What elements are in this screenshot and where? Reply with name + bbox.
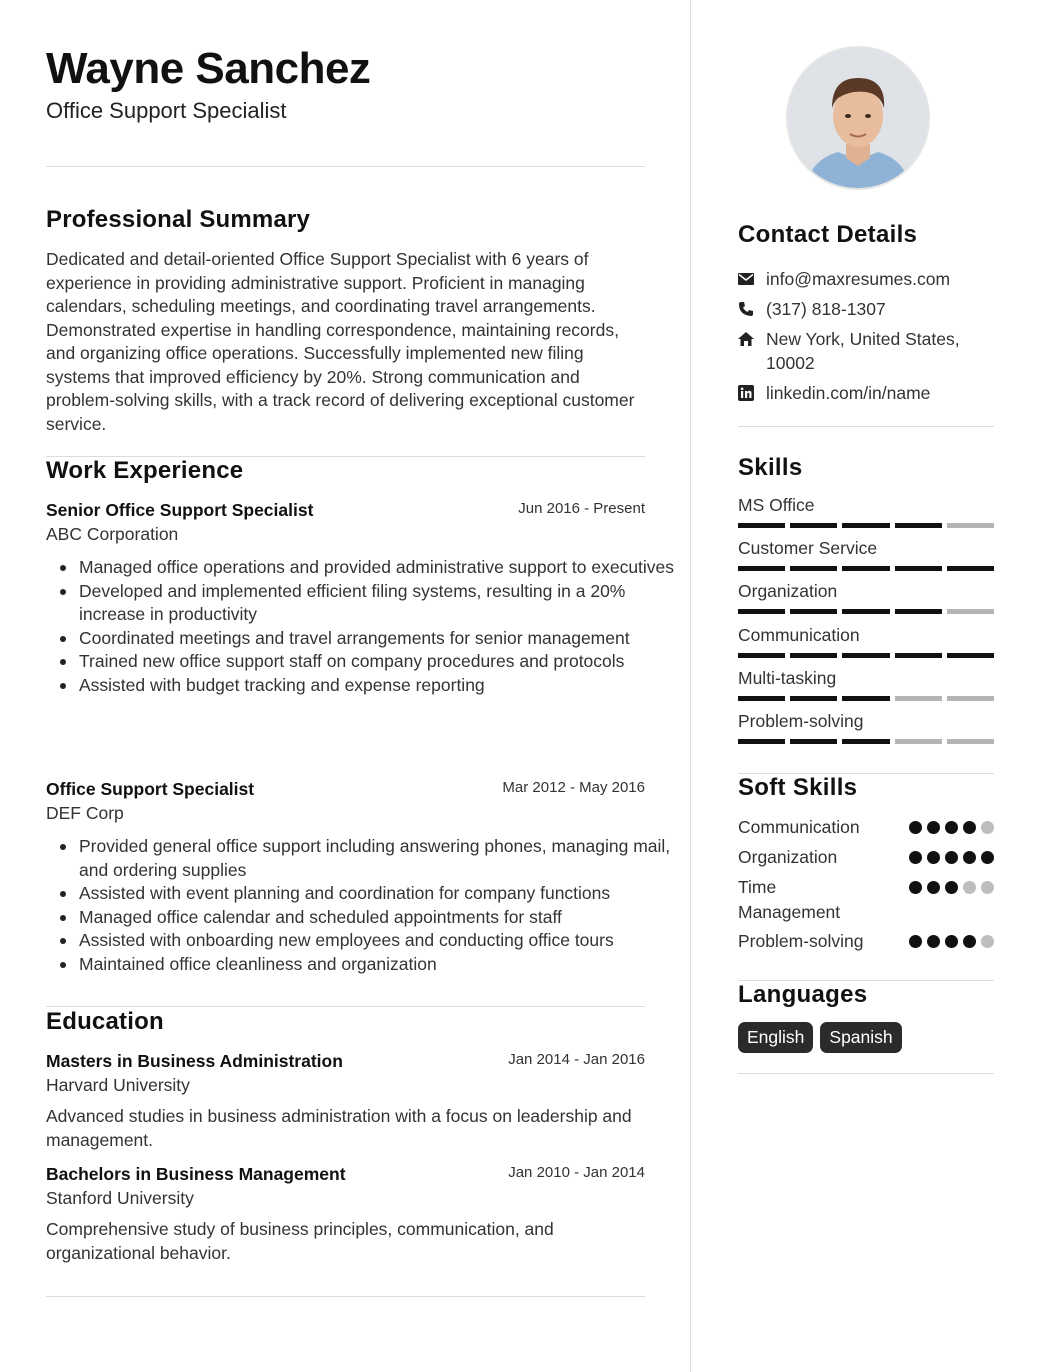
phone-icon bbox=[738, 301, 754, 317]
rating-dot-filled bbox=[981, 851, 994, 864]
job-title: Senior Office Support Specialist bbox=[46, 500, 314, 520]
job-date: Jun 2016 - Present bbox=[518, 500, 645, 517]
skill-segment-filled bbox=[738, 739, 785, 744]
skill-name: Communication bbox=[738, 625, 860, 645]
bullet-item: Developed and implemented efficient filing systems, resulting in a 20% increase in productivity bbox=[79, 580, 678, 627]
skill-name: Problem-solving bbox=[738, 711, 864, 731]
skills-heading: Skills bbox=[738, 454, 803, 481]
rating-dot-filled bbox=[963, 821, 976, 834]
divider bbox=[738, 1073, 994, 1074]
degree-date: Jan 2014 - Jan 2016 bbox=[508, 1051, 645, 1068]
job-title: Office Support Specialist bbox=[46, 779, 255, 799]
skill-segment-filled bbox=[842, 566, 889, 571]
language-tag: English bbox=[738, 1022, 813, 1053]
soft-skill-rating bbox=[909, 881, 994, 894]
soft-skill-rating bbox=[909, 821, 994, 834]
bullet-item: Managed office operations and provided administrative support to executives bbox=[79, 556, 678, 580]
rating-dot-filled bbox=[909, 851, 922, 864]
skill-level-bar bbox=[738, 523, 994, 528]
degree-date: Jan 2010 - Jan 2014 bbox=[508, 1164, 645, 1181]
language-tags bbox=[738, 1022, 902, 1053]
soft-skills-heading: Soft Skills bbox=[738, 774, 858, 801]
skill-level-bar bbox=[738, 696, 994, 701]
home-icon bbox=[738, 331, 754, 347]
soft-skill-name: Organization bbox=[738, 847, 838, 867]
job-company: DEF Corp bbox=[46, 803, 124, 823]
skill-segment-filled bbox=[738, 566, 785, 571]
profile-photo-icon bbox=[788, 48, 928, 188]
rating-dot-filled bbox=[927, 881, 940, 894]
rating-dot-filled bbox=[963, 935, 976, 948]
rating-dot-filled bbox=[927, 935, 940, 948]
skill-segment-empty bbox=[947, 609, 994, 614]
skill-segment-filled bbox=[895, 609, 942, 614]
languages-heading: Languages bbox=[738, 981, 868, 1008]
bullet-item: Provided general office support including answering phones, managing mail, and ordering supplies bbox=[79, 835, 678, 882]
divider bbox=[46, 1296, 645, 1297]
skill-name: Multi-tasking bbox=[738, 668, 837, 688]
soft-skill-rating bbox=[909, 851, 994, 864]
skill-segment-filled bbox=[842, 653, 889, 658]
skill-segment-filled bbox=[738, 696, 785, 701]
rating-dot-filled bbox=[945, 881, 958, 894]
language-tag: Spanish bbox=[820, 1022, 901, 1053]
skill-segment-filled bbox=[790, 696, 837, 701]
skill-segment-empty bbox=[895, 696, 942, 701]
skill-segment-filled bbox=[895, 566, 942, 571]
linkedin-icon bbox=[738, 385, 754, 401]
skill-segment-filled bbox=[790, 739, 837, 744]
avatar bbox=[786, 46, 930, 190]
bullet-item: Maintained office cleanliness and organization bbox=[79, 953, 678, 977]
skill-name: Organization bbox=[738, 581, 838, 601]
skill-segment-filled bbox=[738, 523, 785, 528]
skill-segment-filled bbox=[790, 653, 837, 658]
rating-dot-filled bbox=[945, 935, 958, 948]
rating-dot-empty bbox=[963, 881, 976, 894]
skill-level-bar bbox=[738, 653, 994, 658]
column-divider bbox=[690, 0, 691, 1372]
skill-segment-filled bbox=[842, 609, 889, 614]
degree-description: Advanced studies in business administration with a focus on leadership and management. bbox=[46, 1106, 632, 1150]
candidate-name: Wayne Sanchez bbox=[46, 44, 371, 93]
school-name: Harvard University bbox=[46, 1075, 190, 1095]
skill-segment-empty bbox=[947, 523, 994, 528]
skill-segment-filled bbox=[790, 566, 837, 571]
rating-dot-filled bbox=[927, 851, 940, 864]
skill-segment-filled bbox=[895, 523, 942, 528]
skill-segment-filled bbox=[842, 696, 889, 701]
linkedin-text: linkedin.com/in/name bbox=[766, 383, 931, 403]
envelope-icon bbox=[738, 271, 754, 287]
divider bbox=[46, 166, 645, 167]
skill-level-bar bbox=[738, 609, 994, 614]
skill-segment-filled bbox=[738, 653, 785, 658]
school-name: Stanford University bbox=[46, 1188, 194, 1208]
candidate-title: Office Support Specialist bbox=[46, 98, 287, 123]
rating-dot-filled bbox=[945, 821, 958, 834]
rating-dot-empty bbox=[981, 821, 994, 834]
address-text: New York, United States, 10002 bbox=[766, 329, 960, 373]
soft-skill-name: Problem-solving bbox=[738, 931, 864, 951]
skill-name: Customer Service bbox=[738, 538, 878, 558]
job-company: ABC Corporation bbox=[46, 524, 179, 544]
rating-dot-filled bbox=[945, 851, 958, 864]
summary-text: Dedicated and detail-oriented Office Support Specialist with 6 years of experience in providing administrative support. Proficient in managing calendars, scheduling meetings, and coordinating travel arrangements. Demonstrated expertise in handling correspondence, maintaining records, and organizing office operations. Successfully implemented new filing systems that improved efficiency by 20%. Strong communication and problem-solving skills, with a track record of delivering exceptional customer service. bbox=[46, 249, 635, 434]
divider bbox=[738, 426, 994, 427]
bullet-item: Managed office calendar and scheduled appointments for staff bbox=[79, 906, 678, 930]
skill-segment-filled bbox=[947, 653, 994, 658]
phone-text: (317) 818-1307 bbox=[766, 299, 886, 319]
contact-heading: Contact Details bbox=[738, 221, 918, 248]
rating-dot-filled bbox=[909, 881, 922, 894]
skill-segment-filled bbox=[842, 523, 889, 528]
bullet-item: Assisted with budget tracking and expense reporting bbox=[79, 674, 678, 698]
job-date: Mar 2012 - May 2016 bbox=[502, 779, 645, 796]
skill-segment-filled bbox=[895, 653, 942, 658]
skill-name: MS Office bbox=[738, 495, 815, 515]
skill-segment-filled bbox=[790, 609, 837, 614]
rating-dot-filled bbox=[909, 935, 922, 948]
soft-skill-rating bbox=[909, 935, 994, 948]
soft-skill-name: Time Management bbox=[738, 877, 841, 922]
rating-dot-empty bbox=[981, 935, 994, 948]
experience-heading: Work Experience bbox=[46, 457, 244, 484]
bullet-item: Assisted with event planning and coordination for company functions bbox=[79, 882, 678, 906]
rating-dot-filled bbox=[909, 821, 922, 834]
skill-level-bar bbox=[738, 566, 994, 571]
job-bullets bbox=[46, 556, 678, 697]
skill-segment-filled bbox=[738, 609, 785, 614]
degree-description: Comprehensive study of business principles, communication, and organizational behavior. bbox=[46, 1219, 554, 1263]
summary-heading: Professional Summary bbox=[46, 206, 311, 233]
education-heading: Education bbox=[46, 1008, 164, 1035]
bullet-item: Trained new office support staff on company procedures and protocols bbox=[79, 650, 678, 674]
bullet-item: Assisted with onboarding new employees and conducting office tours bbox=[79, 929, 678, 953]
degree-title: Masters in Business Administration bbox=[46, 1051, 343, 1071]
skill-segment-empty bbox=[947, 696, 994, 701]
soft-skill-name: Communication bbox=[738, 817, 860, 837]
rating-dot-empty bbox=[981, 881, 994, 894]
skill-segment-filled bbox=[790, 523, 837, 528]
skill-segment-filled bbox=[947, 566, 994, 571]
skill-level-bar bbox=[738, 739, 994, 744]
bullet-item: Coordinated meetings and travel arrangements for senior management bbox=[79, 627, 678, 651]
skill-segment-empty bbox=[947, 739, 994, 744]
skill-segment-empty bbox=[895, 739, 942, 744]
job-bullets bbox=[46, 835, 678, 976]
email-text: info@maxresumes.com bbox=[766, 269, 951, 289]
degree-title: Bachelors in Business Management bbox=[46, 1164, 346, 1184]
rating-dot-filled bbox=[963, 851, 976, 864]
rating-dot-filled bbox=[927, 821, 940, 834]
divider bbox=[46, 1006, 645, 1007]
skill-segment-filled bbox=[842, 739, 889, 744]
